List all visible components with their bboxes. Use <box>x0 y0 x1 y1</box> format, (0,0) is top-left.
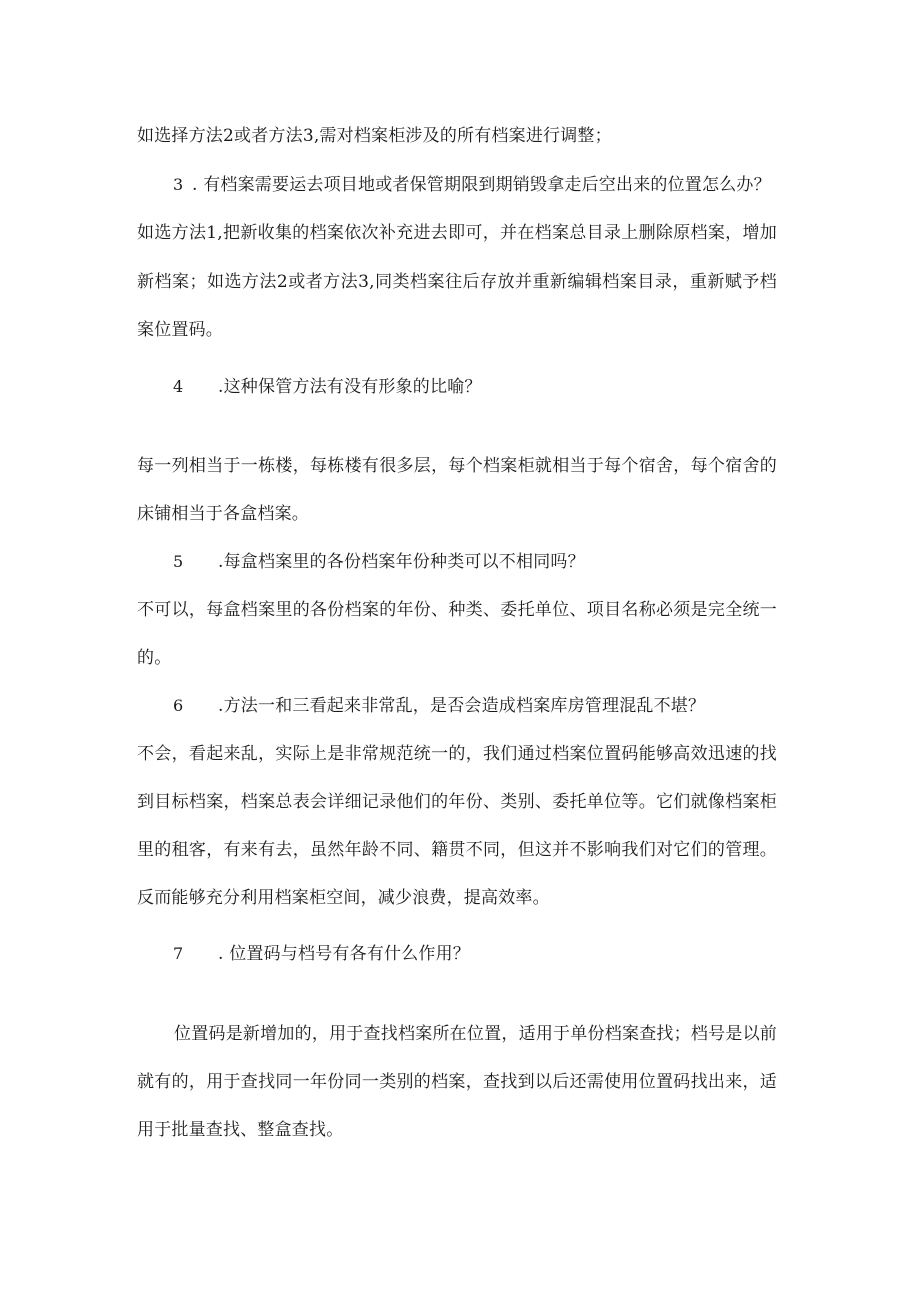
question-text: . 有档案需要运去项目地或者保管期限到期销毁拿走后空出来的位置怎么办？ <box>192 175 771 195</box>
question-number: 7 <box>173 944 184 963</box>
paragraph-line: 床铺相当于各盒档案。 <box>137 504 309 524</box>
paragraph-line: 里的租客，有来有去，虽然年龄不同、籍贯不同，但这并不影响我们对它们的管理。 <box>137 840 777 860</box>
paragraph-line: 反而能够充分利用档案柜空间，减少浪费，提高效率。 <box>137 888 550 908</box>
paragraph-line: 新档案；如选方法2或者方法3,同类档案往后存放并重新编辑档案目录，重新赋予档 <box>137 272 777 292</box>
question-text: .这种保管方法有没有形象的比喻？ <box>218 377 482 397</box>
question-number: 5 <box>173 552 184 571</box>
paragraph-line: 的。 <box>137 648 172 668</box>
paragraph-line: 到目标档案，档案总表会详细记录他们的年份、类别、委托单位等。它们就像档案柜 <box>137 792 777 812</box>
paragraph-line: 就有的，用于查找同一年份同一类别的档案，查找到以后还需使用位置码找出来，适 <box>137 1072 777 1092</box>
paragraph-line: 如选方法1,把新收集的档案依次补充进去即可，并在档案总目录上删除原档案，增加 <box>137 223 777 243</box>
paragraph-line: 不可以，每盒档案里的各份档案的年份、种类、委托单位、项目名称必须是完全统一 <box>137 600 777 620</box>
question-number: 3 <box>173 175 184 194</box>
question-text: . 位置码与档号有各有什么作用？ <box>218 944 471 964</box>
question-text: .方法一和三看起来非常乱，是否会造成档案库房管理混乱不堪？ <box>218 696 706 716</box>
paragraph-line: 用于批量查找、整盒查找。 <box>137 1120 344 1140</box>
paragraph-line: 案位置码。 <box>137 320 223 340</box>
paragraph-line: 如选择方法2或者方法3,需对档案柜涉及的所有档案进行调整； <box>137 126 612 146</box>
question-number: 4 <box>173 377 184 396</box>
paragraph-line: 位置码是新增加的，用于查找档案所在位置，适用于单份档案查找；档号是以前 <box>174 1024 777 1044</box>
paragraph-line: 每一列相当于一栋楼，每栋楼有很多层，每个档案柜就相当于每个宿舍，每个宿舍的 <box>137 456 777 476</box>
paragraph-line: 不会，看起来乱，实际上是非常规范统一的，我们通过档案位置码能够高效迅速的找 <box>137 744 777 764</box>
question-text: .每盒档案里的各份档案年份种类可以不相同吗？ <box>218 552 585 572</box>
question-number: 6 <box>173 696 184 715</box>
